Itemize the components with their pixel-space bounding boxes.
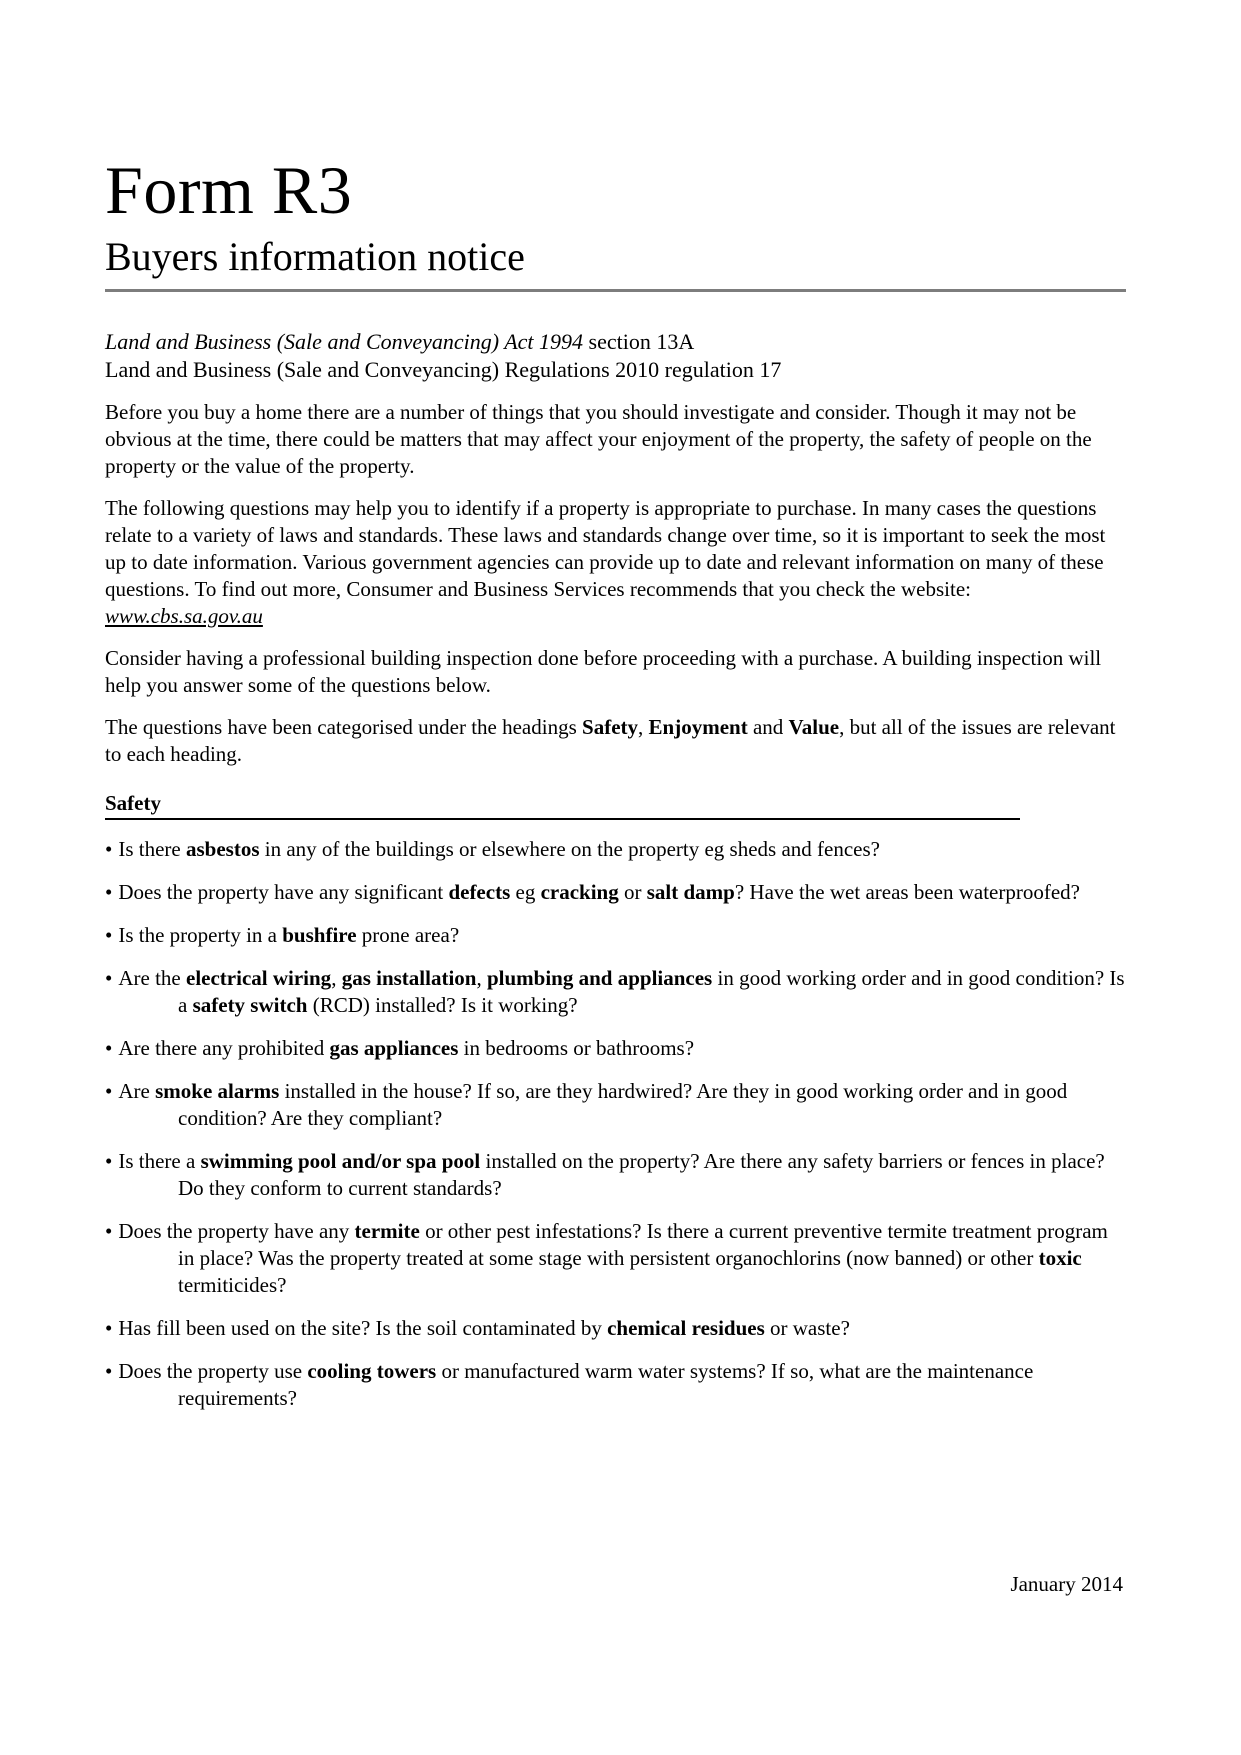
text-segment: Safety	[582, 714, 639, 739]
text-segment: Land and Business (Sale and Conveyancing) Regulations 2010 regulation 17	[105, 356, 782, 382]
text-segment: in any of the buildings or elsewhere on the property eg sheds and fences?	[259, 836, 880, 861]
bullet-marker: •	[105, 1358, 113, 1383]
text-segment: chemical residues	[607, 1315, 765, 1340]
bullet-item	[105, 1315, 1125, 1342]
text-segment: ,	[331, 965, 342, 990]
document-content	[105, 0, 1125, 1412]
text-segment: or other pest infestations? Is there a current preventive termite treatment program in place? Was the property treated at some stage with persistent organochlorins (now banned) or other	[178, 1218, 1108, 1270]
text-segment: cracking	[540, 879, 619, 904]
text-segment: swimming pool and/or spa pool	[200, 1148, 481, 1173]
text-segment: (RCD) installed? Is it working?	[307, 992, 578, 1017]
text-segment: Are there any prohibited	[118, 1035, 330, 1060]
text-segment: defects	[448, 879, 511, 904]
text-segment: gas installation	[341, 965, 477, 990]
text-segment: and	[747, 714, 789, 739]
footer-date: January 2014	[1010, 1572, 1123, 1596]
text-segment: Does the property use	[118, 1358, 308, 1383]
bullet-item	[105, 1035, 1125, 1062]
text-segment: toxic	[1038, 1245, 1082, 1270]
text-segment: safety switch	[192, 992, 308, 1017]
legislation-block	[105, 328, 1125, 384]
text-segment: Is there	[118, 836, 186, 861]
text-segment: ,	[476, 965, 487, 990]
bullet-item	[105, 1148, 1125, 1202]
text-segment: or waste?	[764, 1315, 850, 1340]
text-segment: bushfire	[282, 922, 357, 947]
bullet-item	[105, 922, 1125, 949]
bullet-marker: •	[105, 1035, 113, 1060]
text-segment: termite	[354, 1218, 420, 1243]
text-segment: eg	[510, 879, 541, 904]
text-segment: Has fill been used on the site? Is the soil contaminated by	[118, 1315, 608, 1340]
text-segment: Is the property in a	[118, 922, 283, 947]
paragraph	[105, 645, 1125, 699]
text-segment: The following questions may help you to identify if a property is appropriate to purchase. In many cases the questions relate to a variety of laws and standards. These laws and standards change over time, so it is important to seek the most up to date information. Various government agencies can provide up to date and relevant information on many of these questions. To find out more, Consumer and Business Services recommends that you check the website:	[105, 495, 1106, 601]
text-segment: Does the property have any significant	[118, 879, 449, 904]
text-segment: Enjoyment	[648, 714, 748, 739]
text-segment: plumbing and appliances	[486, 965, 713, 990]
page-title: Form R3	[105, 152, 353, 228]
paragraph	[105, 495, 1125, 630]
bullet-marker: •	[105, 879, 113, 904]
text-segment: smoke alarms	[155, 1078, 280, 1103]
text-segment: Are the	[118, 965, 186, 990]
text-segment: section 13A	[583, 328, 695, 354]
text-segment: ,	[638, 714, 649, 739]
cbs-website-link[interactable]: www.cbs.sa.gov.au	[105, 603, 263, 628]
text-segment: The questions have been categorised under the headings	[105, 714, 583, 739]
text-segment: , but all of the issues are relevant to each heading.	[105, 714, 1116, 766]
safety-question-list	[105, 836, 1125, 1412]
text-segment: Consider having a professional building inspection done before proceeding with a purchase. A building inspection will help you answer some of the questions below.	[105, 645, 1102, 697]
text-segment: in bedrooms or bathrooms?	[458, 1035, 695, 1060]
text-segment: ? Have the wet areas been waterproofed?	[734, 879, 1080, 904]
bullet-marker: •	[105, 836, 113, 861]
bullet-marker: •	[105, 1315, 113, 1340]
bullet-item	[105, 1218, 1125, 1299]
bullet-item	[105, 965, 1125, 1019]
text-segment: Is there a	[118, 1148, 201, 1173]
bullet-item	[105, 879, 1125, 906]
bullet-marker: •	[105, 1148, 113, 1173]
text-segment: installed in the house? If so, are they hardwired? Are they in good working order and in good condition? Are they compliant?	[178, 1078, 1068, 1130]
bullet-marker: •	[105, 965, 113, 990]
bullet-marker: •	[105, 1218, 113, 1243]
text-segment: asbestos	[186, 836, 260, 861]
text-segment: Before you buy a home there are a number of things that you should investigate and consider. Though it may not be obvious at the time, there could be matters that may affect your enjoyment of the property, the safety of people on the property or the value of the property.	[105, 399, 1092, 478]
paragraph	[105, 714, 1125, 768]
text-segment: electrical wiring	[186, 965, 332, 990]
text-segment: or manufactured warm water systems? If so, what are the maintenance requirements?	[178, 1358, 1034, 1410]
section-heading-safety: Safety	[105, 791, 1020, 820]
bullet-item	[105, 1358, 1125, 1412]
bullet-item	[105, 836, 1125, 863]
text-segment: prone area?	[356, 922, 460, 947]
text-segment: salt damp	[646, 879, 735, 904]
paragraph	[105, 399, 1125, 480]
text-segment: Does the property have any	[118, 1218, 355, 1243]
page-subtitle: Buyers information notice	[105, 233, 525, 279]
text-segment: installed on the property? Are there any safety barriers or fences in place? Do they conform to current standards?	[178, 1148, 1105, 1200]
text-segment: Value	[788, 714, 840, 739]
text-segment: Are	[118, 1078, 156, 1103]
bullet-marker: •	[105, 1078, 113, 1103]
legislation-line	[105, 328, 1125, 356]
bullet-item	[105, 1078, 1125, 1132]
text-segment: termiticides?	[178, 1272, 287, 1297]
bullet-marker: •	[105, 922, 113, 947]
text-segment: in good working order and in good condition? Is a	[178, 965, 1125, 1017]
text-segment: cooling towers	[307, 1358, 437, 1383]
text-segment: Land and Business (Sale and Conveyancing) Act 1994	[105, 328, 584, 354]
legislation-line	[105, 356, 1125, 384]
title-divider	[105, 289, 1126, 292]
text-segment: gas appliances	[329, 1035, 459, 1060]
intro-paragraphs	[105, 399, 1125, 768]
text-segment: or	[618, 879, 647, 904]
